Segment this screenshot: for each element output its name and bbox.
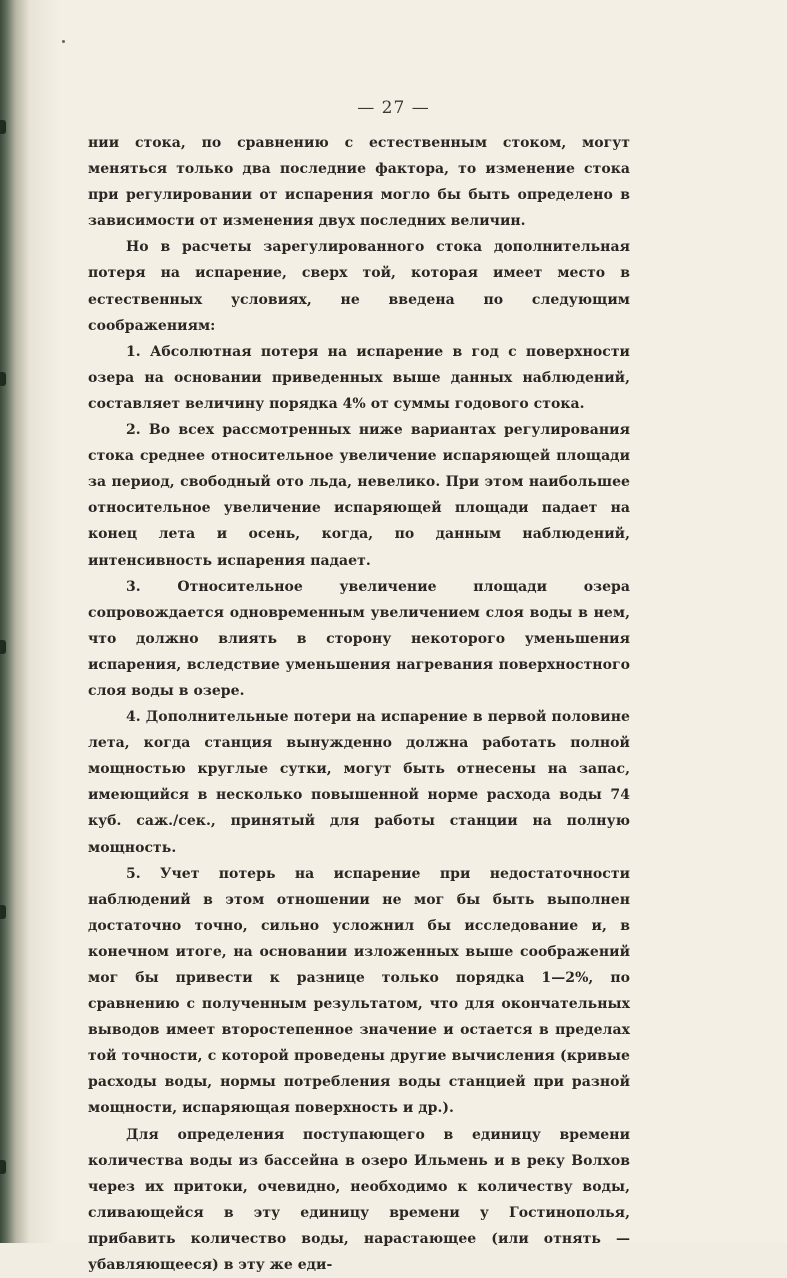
paragraph: 2. Во всех рассмотренных ниже вариантах регулирования стока среднее относительное увеличение испаряющей площади за период, свободный ото льда, невелико. При этом наибольшее относительное увеличение испаряющей площади падает на конец лета и осень, когда, по данным наблюдений, интенсивность испарения падает. xyxy=(88,422,630,569)
paragraph: 1. Абсолютная потеря на испарение в год с поверхности озера на основании приведенных выше данных наблюдений, составляет величину порядка 4% от суммы годового стока. xyxy=(88,343,630,412)
paragraph: 4. Дополнительные потери на испарение в первой половине лета, когда станция вынужденно должна работать полной мощностью круглые сутки, могут быть отнесены на запас, имеющийся в несколько повышенной норме расхода воды 74 куб. саж./сек., принятый для работы станции на полную мощность. xyxy=(88,709,630,856)
speck xyxy=(62,40,65,43)
binding-mark xyxy=(0,120,6,134)
binding-mark xyxy=(0,372,6,386)
paragraph: Но в расчеты зарегулированного стока дополнительная потеря на испарение, сверх той, которая имеет место в естественных условиях, не введена по следующим соображениям: xyxy=(88,239,630,334)
paragraph: 5. Учет потерь на испарение при недостаточности наблюдений в этом отношении не мог бы быть выполнен достаточно точно, сильно усложнил бы исследование и, в конечном итоге, на основании изложенных выше соображений мог бы привести к разнице только порядка 1—2%, по сравнению с полученным результатом, что для окончательных выводов имеет второстепенное значение и остается в пределах той точности, с которой проведены другие вычисления (кривые расходы воды, нормы потребления воды станцией при разной мощности, испаряющая поверхность и др.). xyxy=(88,865,630,1117)
body-text xyxy=(88,130,630,1278)
binding-mark xyxy=(0,1160,6,1174)
binding-mark xyxy=(0,905,6,919)
paragraph: нии стока, по сравнению с естественным стоком, могут меняться только два последние фактора, то изменение стока при регулировании от испарения могло бы быть определено в зависимости от изменения двух последних величин. xyxy=(88,135,630,230)
paragraph: Для определения поступающего в единицу времени количества воды из бассейна в озеро Ильмень и в реку Волхов через их притоки, очевидно, необходимо к количеству воды, сливающейся в эту единицу времени у Гостинополья, прибавить количество воды, нарастающее (или отнять — убавляющееся) в эту же еди- xyxy=(88,1126,630,1274)
binding-mark xyxy=(0,640,6,654)
paragraph: 3. Относительное увеличение площади озера сопровождается одновременным увеличением слоя воды в нем, что должно влиять в сторону некоторого уменьшения испарения, вследствие уменьшения нагревания поверхностного слоя воды в озере. xyxy=(88,578,630,699)
page-number: — 27 — xyxy=(357,98,430,118)
